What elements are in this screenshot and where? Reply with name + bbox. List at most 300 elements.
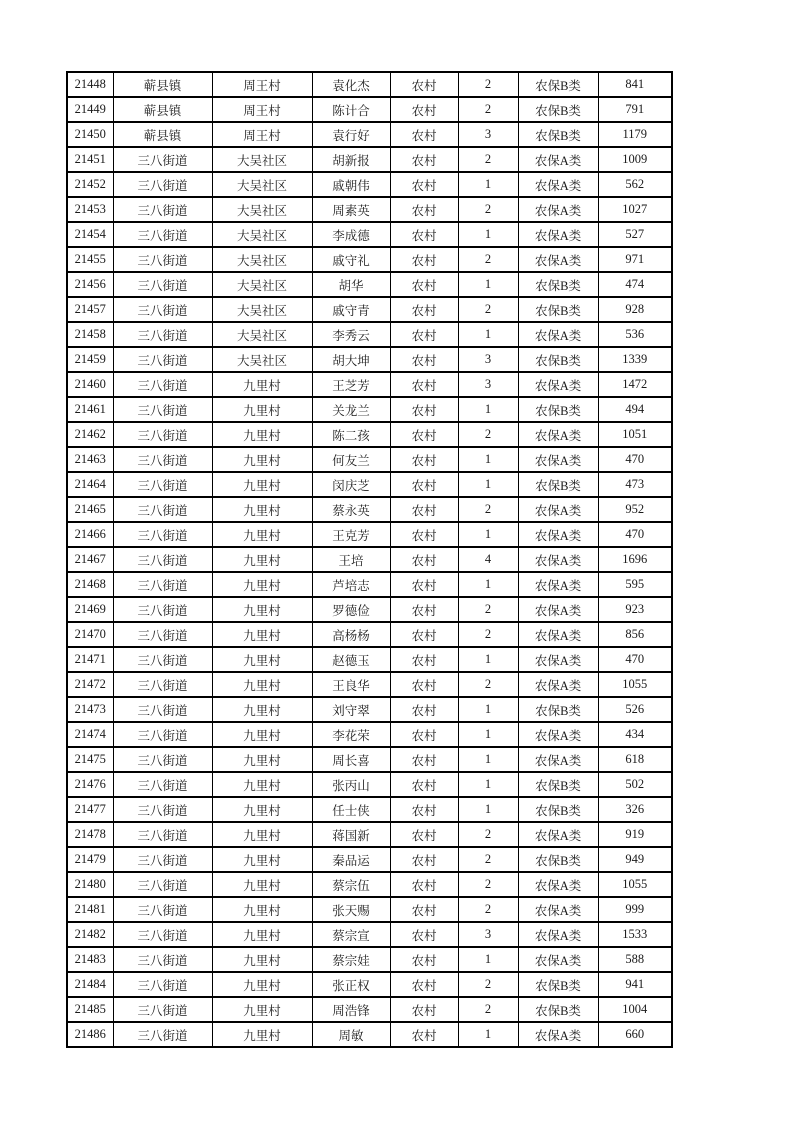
cell-count: 2 [458, 997, 518, 1022]
cell-count: 2 [458, 147, 518, 172]
cell-town: 三八街道 [113, 547, 212, 572]
table-row [67, 947, 672, 972]
cell-town: 三八街道 [113, 997, 212, 1022]
cell-count: 2 [458, 622, 518, 647]
cell-amount: 941 [598, 972, 672, 997]
cell-id: 21478 [67, 822, 113, 847]
cell-count: 2 [458, 872, 518, 897]
table-row [67, 72, 672, 97]
cell-insurance-category: 农保A类 [518, 422, 598, 447]
cell-count: 1 [458, 947, 518, 972]
table-row [67, 797, 672, 822]
cell-town: 三八街道 [113, 1022, 212, 1047]
cell-town: 三八街道 [113, 597, 212, 622]
cell-amount: 791 [598, 97, 672, 122]
cell-count: 4 [458, 547, 518, 572]
cell-person-name: 李成德 [312, 222, 390, 247]
table-row [67, 572, 672, 597]
table-row [67, 597, 672, 622]
cell-residence-type: 农村 [390, 597, 458, 622]
cell-person-name: 蔡宗娃 [312, 947, 390, 972]
cell-residence-type: 农村 [390, 872, 458, 897]
table-row [67, 247, 672, 272]
cell-id: 21480 [67, 872, 113, 897]
cell-amount: 841 [598, 72, 672, 97]
cell-insurance-category: 农保A类 [518, 922, 598, 947]
cell-town: 三八街道 [113, 647, 212, 672]
table-row [67, 447, 672, 472]
cell-village: 大吴社区 [212, 197, 312, 222]
cell-town: 三八街道 [113, 472, 212, 497]
cell-id: 21482 [67, 922, 113, 947]
cell-village: 周王村 [212, 122, 312, 147]
cell-id: 21477 [67, 797, 113, 822]
table-row [67, 847, 672, 872]
cell-insurance-category: 农保A类 [518, 597, 598, 622]
cell-amount: 919 [598, 822, 672, 847]
cell-person-name: 胡华 [312, 272, 390, 297]
cell-id: 21448 [67, 72, 113, 97]
cell-insurance-category: 农保A类 [518, 197, 598, 222]
cell-id: 21464 [67, 472, 113, 497]
cell-village: 大吴社区 [212, 322, 312, 347]
cell-amount: 470 [598, 647, 672, 672]
cell-residence-type: 农村 [390, 797, 458, 822]
cell-insurance-category: 农保A类 [518, 172, 598, 197]
cell-amount: 1533 [598, 922, 672, 947]
cell-person-name: 周浩锋 [312, 997, 390, 1022]
cell-count: 1 [458, 522, 518, 547]
cell-town: 三八街道 [113, 672, 212, 697]
cell-village: 九里村 [212, 1022, 312, 1047]
cell-person-name: 关龙兰 [312, 397, 390, 422]
cell-person-name: 秦品运 [312, 847, 390, 872]
cell-person-name: 周敏 [312, 1022, 390, 1047]
cell-insurance-category: 农保A类 [518, 572, 598, 597]
cell-town: 三八街道 [113, 947, 212, 972]
cell-count: 1 [458, 397, 518, 422]
cell-count: 1 [458, 172, 518, 197]
cell-residence-type: 农村 [390, 522, 458, 547]
cell-count: 3 [458, 372, 518, 397]
cell-residence-type: 农村 [390, 397, 458, 422]
cell-amount: 618 [598, 747, 672, 772]
cell-village: 九里村 [212, 822, 312, 847]
table-row [67, 672, 672, 697]
cell-amount: 923 [598, 597, 672, 622]
cell-id: 21458 [67, 322, 113, 347]
cell-amount: 999 [598, 897, 672, 922]
cell-village: 九里村 [212, 947, 312, 972]
cell-village: 九里村 [212, 447, 312, 472]
cell-count: 1 [458, 222, 518, 247]
cell-id: 21459 [67, 347, 113, 372]
table-row [67, 622, 672, 647]
cell-residence-type: 农村 [390, 97, 458, 122]
cell-residence-type: 农村 [390, 572, 458, 597]
cell-insurance-category: 农保A类 [518, 147, 598, 172]
table-row [67, 347, 672, 372]
cell-village: 九里村 [212, 647, 312, 672]
table-row [67, 147, 672, 172]
table-row [67, 297, 672, 322]
cell-person-name: 刘守翠 [312, 697, 390, 722]
cell-amount: 474 [598, 272, 672, 297]
cell-insurance-category: 农保B类 [518, 697, 598, 722]
table-row [67, 547, 672, 572]
cell-id: 21476 [67, 772, 113, 797]
cell-village: 周王村 [212, 72, 312, 97]
cell-insurance-category: 农保A类 [518, 672, 598, 697]
cell-insurance-category: 农保B类 [518, 297, 598, 322]
cell-id: 21474 [67, 722, 113, 747]
cell-amount: 952 [598, 497, 672, 522]
cell-person-name: 蔡永英 [312, 497, 390, 522]
cell-village: 九里村 [212, 472, 312, 497]
cell-count: 2 [458, 597, 518, 622]
cell-count: 2 [458, 972, 518, 997]
cell-amount: 527 [598, 222, 672, 247]
cell-person-name: 胡大坤 [312, 347, 390, 372]
cell-residence-type: 农村 [390, 172, 458, 197]
cell-id: 21463 [67, 447, 113, 472]
cell-amount: 1027 [598, 197, 672, 222]
cell-insurance-category: 农保A类 [518, 497, 598, 522]
cell-id: 21454 [67, 222, 113, 247]
cell-residence-type: 农村 [390, 822, 458, 847]
cell-id: 21460 [67, 372, 113, 397]
cell-residence-type: 农村 [390, 772, 458, 797]
cell-village: 大吴社区 [212, 147, 312, 172]
cell-count: 3 [458, 122, 518, 147]
cell-id: 21479 [67, 847, 113, 872]
cell-person-name: 任士侠 [312, 797, 390, 822]
roster-table [66, 71, 673, 1048]
cell-insurance-category: 农保B类 [518, 772, 598, 797]
cell-town: 三八街道 [113, 447, 212, 472]
cell-village: 九里村 [212, 997, 312, 1022]
cell-count: 1 [458, 722, 518, 747]
cell-residence-type: 农村 [390, 672, 458, 697]
cell-town: 三八街道 [113, 297, 212, 322]
cell-count: 1 [458, 272, 518, 297]
cell-insurance-category: 农保A类 [518, 247, 598, 272]
cell-insurance-category: 农保B类 [518, 472, 598, 497]
cell-amount: 1051 [598, 422, 672, 447]
table-row [67, 872, 672, 897]
cell-count: 1 [458, 1022, 518, 1047]
cell-person-name: 戚朝伟 [312, 172, 390, 197]
cell-person-name: 袁化杰 [312, 72, 390, 97]
cell-amount: 588 [598, 947, 672, 972]
cell-person-name: 张天赐 [312, 897, 390, 922]
cell-person-name: 闵庆芝 [312, 472, 390, 497]
cell-village: 九里村 [212, 597, 312, 622]
cell-id: 21466 [67, 522, 113, 547]
cell-town: 三八街道 [113, 622, 212, 647]
cell-village: 九里村 [212, 872, 312, 897]
cell-id: 21471 [67, 647, 113, 672]
cell-residence-type: 农村 [390, 997, 458, 1022]
cell-town: 三八街道 [113, 272, 212, 297]
cell-residence-type: 农村 [390, 322, 458, 347]
cell-count: 2 [458, 97, 518, 122]
cell-person-name: 李花荣 [312, 722, 390, 747]
cell-village: 九里村 [212, 847, 312, 872]
cell-town: 三八街道 [113, 772, 212, 797]
cell-amount: 536 [598, 322, 672, 347]
cell-insurance-category: 农保A类 [518, 522, 598, 547]
cell-town: 三八街道 [113, 797, 212, 822]
cell-person-name: 陈计合 [312, 97, 390, 122]
cell-residence-type: 农村 [390, 72, 458, 97]
cell-insurance-category: 农保A类 [518, 372, 598, 397]
cell-count: 1 [458, 322, 518, 347]
cell-id: 21469 [67, 597, 113, 622]
cell-amount: 470 [598, 522, 672, 547]
cell-count: 2 [458, 422, 518, 447]
cell-town: 三八街道 [113, 347, 212, 372]
cell-insurance-category: 农保B类 [518, 997, 598, 1022]
cell-person-name: 周长喜 [312, 747, 390, 772]
cell-amount: 971 [598, 247, 672, 272]
table-row [67, 222, 672, 247]
cell-amount: 660 [598, 1022, 672, 1047]
cell-insurance-category: 农保A类 [518, 322, 598, 347]
table-row [67, 397, 672, 422]
cell-town: 三八街道 [113, 922, 212, 947]
cell-insurance-category: 农保B类 [518, 72, 598, 97]
cell-id: 21483 [67, 947, 113, 972]
cell-village: 九里村 [212, 622, 312, 647]
cell-insurance-category: 农保A类 [518, 747, 598, 772]
cell-insurance-category: 农保B类 [518, 847, 598, 872]
cell-insurance-category: 农保B类 [518, 347, 598, 372]
table-row [67, 272, 672, 297]
cell-amount: 502 [598, 772, 672, 797]
table-row [67, 1022, 672, 1047]
cell-person-name: 高杨杨 [312, 622, 390, 647]
cell-person-name: 戚守青 [312, 297, 390, 322]
cell-person-name: 周素英 [312, 197, 390, 222]
cell-count: 2 [458, 197, 518, 222]
cell-count: 1 [458, 472, 518, 497]
cell-town: 三八街道 [113, 247, 212, 272]
cell-residence-type: 农村 [390, 847, 458, 872]
cell-residence-type: 农村 [390, 972, 458, 997]
cell-person-name: 王良华 [312, 672, 390, 697]
cell-id: 21486 [67, 1022, 113, 1047]
table-row [67, 322, 672, 347]
cell-id: 21473 [67, 697, 113, 722]
cell-amount: 949 [598, 847, 672, 872]
cell-amount: 1696 [598, 547, 672, 572]
cell-town: 三八街道 [113, 972, 212, 997]
cell-id: 21467 [67, 547, 113, 572]
table-row [67, 172, 672, 197]
cell-amount: 1179 [598, 122, 672, 147]
cell-insurance-category: 农保A类 [518, 947, 598, 972]
cell-insurance-category: 农保B类 [518, 397, 598, 422]
table-row [67, 972, 672, 997]
cell-residence-type: 农村 [390, 372, 458, 397]
cell-town: 蕲县镇 [113, 122, 212, 147]
cell-count: 2 [458, 297, 518, 322]
cell-id: 21470 [67, 622, 113, 647]
cell-id: 21450 [67, 122, 113, 147]
cell-insurance-category: 农保B类 [518, 797, 598, 822]
cell-id: 21472 [67, 672, 113, 697]
cell-town: 三八街道 [113, 522, 212, 547]
cell-amount: 595 [598, 572, 672, 597]
cell-village: 九里村 [212, 672, 312, 697]
cell-person-name: 袁行好 [312, 122, 390, 147]
cell-count: 1 [458, 647, 518, 672]
cell-count: 1 [458, 747, 518, 772]
cell-village: 九里村 [212, 497, 312, 522]
cell-count: 2 [458, 672, 518, 697]
cell-village: 九里村 [212, 697, 312, 722]
cell-person-name: 芦培志 [312, 572, 390, 597]
cell-person-name: 张丙山 [312, 772, 390, 797]
cell-person-name: 王克芳 [312, 522, 390, 547]
table-row [67, 747, 672, 772]
cell-person-name: 蒋国新 [312, 822, 390, 847]
cell-residence-type: 农村 [390, 222, 458, 247]
cell-amount: 1055 [598, 872, 672, 897]
cell-village: 大吴社区 [212, 172, 312, 197]
cell-person-name: 蔡宗伍 [312, 872, 390, 897]
cell-count: 2 [458, 247, 518, 272]
cell-amount: 562 [598, 172, 672, 197]
cell-village: 大吴社区 [212, 222, 312, 247]
cell-village: 九里村 [212, 397, 312, 422]
cell-person-name: 陈二孩 [312, 422, 390, 447]
cell-residence-type: 农村 [390, 197, 458, 222]
table-body [67, 72, 672, 1047]
cell-count: 2 [458, 72, 518, 97]
cell-village: 九里村 [212, 422, 312, 447]
cell-residence-type: 农村 [390, 272, 458, 297]
cell-count: 3 [458, 922, 518, 947]
cell-village: 九里村 [212, 747, 312, 772]
cell-insurance-category: 农保A类 [518, 722, 598, 747]
cell-id: 21484 [67, 972, 113, 997]
cell-residence-type: 农村 [390, 297, 458, 322]
cell-residence-type: 农村 [390, 347, 458, 372]
cell-village: 大吴社区 [212, 297, 312, 322]
cell-amount: 473 [598, 472, 672, 497]
cell-town: 三八街道 [113, 497, 212, 522]
cell-id: 21465 [67, 497, 113, 522]
cell-town: 三八街道 [113, 822, 212, 847]
cell-residence-type: 农村 [390, 947, 458, 972]
cell-village: 周王村 [212, 97, 312, 122]
cell-amount: 1055 [598, 672, 672, 697]
cell-town: 三八街道 [113, 372, 212, 397]
cell-id: 21462 [67, 422, 113, 447]
cell-count: 1 [458, 797, 518, 822]
table-row [67, 372, 672, 397]
cell-insurance-category: 农保B类 [518, 122, 598, 147]
cell-village: 九里村 [212, 972, 312, 997]
cell-amount: 1472 [598, 372, 672, 397]
cell-insurance-category: 农保A类 [518, 222, 598, 247]
cell-residence-type: 农村 [390, 497, 458, 522]
cell-count: 1 [458, 572, 518, 597]
table-row [67, 472, 672, 497]
cell-village: 九里村 [212, 772, 312, 797]
cell-town: 三八街道 [113, 222, 212, 247]
cell-residence-type: 农村 [390, 147, 458, 172]
cell-residence-type: 农村 [390, 547, 458, 572]
table-row [67, 122, 672, 147]
cell-residence-type: 农村 [390, 897, 458, 922]
cell-amount: 1009 [598, 147, 672, 172]
cell-town: 三八街道 [113, 722, 212, 747]
cell-insurance-category: 农保A类 [518, 872, 598, 897]
cell-town: 三八街道 [113, 147, 212, 172]
cell-town: 三八街道 [113, 197, 212, 222]
cell-count: 2 [458, 822, 518, 847]
table-row [67, 97, 672, 122]
cell-village: 九里村 [212, 922, 312, 947]
table-row [67, 897, 672, 922]
cell-count: 3 [458, 347, 518, 372]
cell-amount: 1339 [598, 347, 672, 372]
cell-town: 三八街道 [113, 872, 212, 897]
cell-village: 九里村 [212, 797, 312, 822]
cell-person-name: 罗德俭 [312, 597, 390, 622]
table-row [67, 422, 672, 447]
cell-insurance-category: 农保A类 [518, 822, 598, 847]
cell-residence-type: 农村 [390, 1022, 458, 1047]
cell-amount: 470 [598, 447, 672, 472]
cell-amount: 326 [598, 797, 672, 822]
cell-amount: 494 [598, 397, 672, 422]
cell-id: 21457 [67, 297, 113, 322]
cell-id: 21461 [67, 397, 113, 422]
cell-residence-type: 农村 [390, 697, 458, 722]
cell-amount: 928 [598, 297, 672, 322]
cell-village: 大吴社区 [212, 272, 312, 297]
cell-town: 三八街道 [113, 572, 212, 597]
table-row [67, 822, 672, 847]
cell-person-name: 戚守礼 [312, 247, 390, 272]
cell-id: 21452 [67, 172, 113, 197]
cell-id: 21456 [67, 272, 113, 297]
cell-insurance-category: 农保A类 [518, 447, 598, 472]
table-row [67, 772, 672, 797]
cell-village: 九里村 [212, 547, 312, 572]
cell-town: 三八街道 [113, 747, 212, 772]
cell-id: 21481 [67, 897, 113, 922]
cell-person-name: 王芝芳 [312, 372, 390, 397]
cell-insurance-category: 农保A类 [518, 622, 598, 647]
table-row [67, 997, 672, 1022]
cell-residence-type: 农村 [390, 122, 458, 147]
cell-id: 21475 [67, 747, 113, 772]
table-row [67, 922, 672, 947]
cell-amount: 1004 [598, 997, 672, 1022]
table-row [67, 197, 672, 222]
cell-town: 三八街道 [113, 697, 212, 722]
table-row [67, 722, 672, 747]
cell-person-name: 何友兰 [312, 447, 390, 472]
cell-town: 三八街道 [113, 172, 212, 197]
cell-insurance-category: 农保B类 [518, 272, 598, 297]
cell-insurance-category: 农保A类 [518, 897, 598, 922]
